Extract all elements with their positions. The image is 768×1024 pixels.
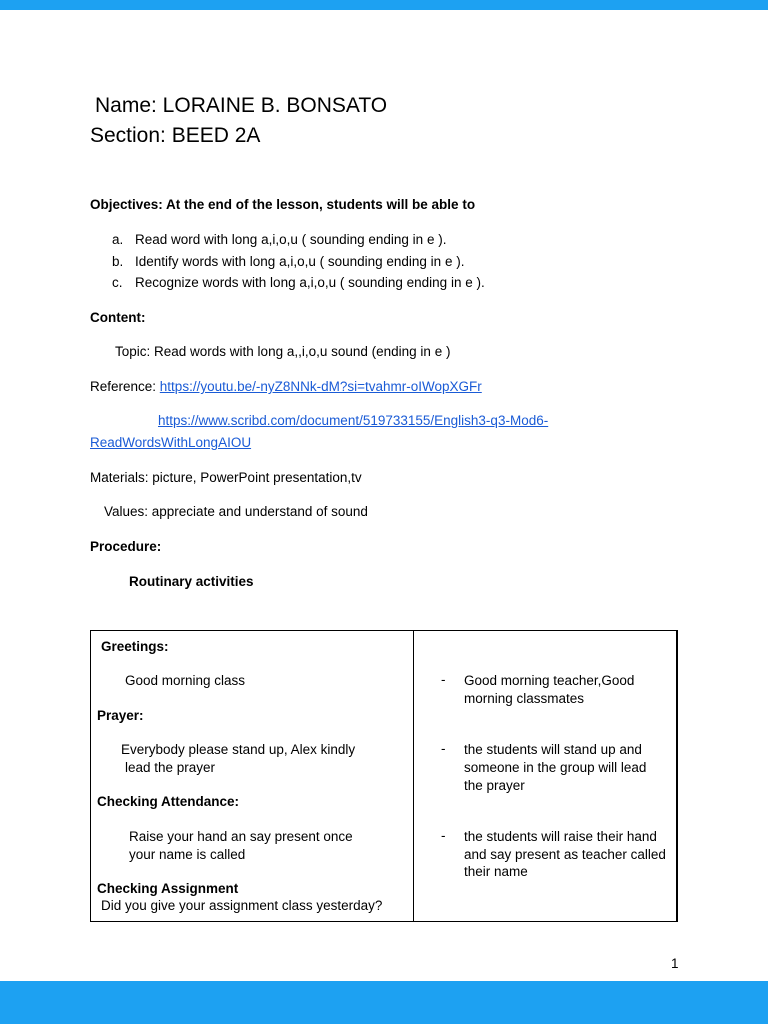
reference-link-youtube[interactable]: https://youtu.be/-nyZ8NNk-dM?si=tvahmr-oIWopXGFr [159,379,482,394]
objective-item [112,231,485,253]
attendance-teacher-line: Raise your hand an say present once [129,829,353,844]
objectives-list [112,231,485,296]
objective-label: a. [112,232,124,247]
bottom-accent-bar [0,981,768,1024]
greetings-student-line: Good morning teacher,Good [464,673,635,688]
objective-label: b. [112,253,124,269]
prayer-student-line: the prayer [464,778,525,793]
prayer-heading: Prayer: [97,708,144,723]
objective-item [112,253,485,275]
greetings-student-line: morning classmates [464,691,585,706]
list-dash: - [441,672,446,687]
assignment-teacher-line: Did you give your assignment class yesterday? [101,898,383,913]
attendance-student-line: and say present as teacher called [464,847,666,862]
reference-line [90,379,482,394]
greetings-teacher-line: Good morning class [125,673,246,688]
list-dash: - [441,828,446,843]
objective-item [112,274,485,296]
assignment-heading: Checking Assignment [97,881,239,896]
reference-link-scribd[interactable]: https://www.scribd.com/document/519733155/English3-q3-Mod6- [158,413,549,428]
prayer-student-line: someone in the group will lead [464,760,647,775]
content-heading: Content: [90,310,146,325]
page-number: 1 [671,956,679,971]
routine-table [90,630,678,922]
student-name: Name: LORAINE B. BONSATO [95,94,388,117]
greetings-heading: Greetings: [101,639,169,654]
attendance-teacher-line: your name is called [129,847,246,862]
list-dash: - [441,741,446,756]
objective-text: Read word with long a,i,o,u ( sounding ending in e ). [135,232,447,247]
table-column-divider [413,631,414,921]
attendance-heading: Checking Attendance: [97,794,240,809]
objectives-heading: Objectives: At the end of the lesson, students will be able to [90,197,476,212]
objective-label: c. [112,275,123,290]
values-text: Values: appreciate and understand of sound [104,504,368,519]
objective-text: Recognize words with long a,i,o,u ( sounding ending in e ). [135,275,485,290]
prayer-student-line: the students will stand up and [464,742,642,757]
reference-link-scribd-continued[interactable]: ReadWordsWithLongAIOU [90,435,252,450]
attendance-student-line: their name [464,864,528,879]
prayer-teacher-line: lead the prayer [125,760,216,775]
student-section: Section: BEED 2A [90,124,261,147]
materials-text: Materials: picture, PowerPoint presentation,tv [90,470,362,485]
topic-text: Topic: Read words with long a,,i,o,u sound (ending in e ) [115,344,451,359]
attendance-student-line: the students will raise their hand [464,829,657,844]
objective-text: Identify words with long a,i,o,u ( sounding ending in e ). [135,253,465,269]
top-accent-bar [0,0,768,10]
routinary-activities-heading: Routinary activities [129,574,254,589]
reference-label: Reference: [90,379,160,394]
procedure-heading: Procedure: [90,539,162,554]
prayer-teacher-line: Everybody please stand up, Alex kindly [121,742,356,757]
